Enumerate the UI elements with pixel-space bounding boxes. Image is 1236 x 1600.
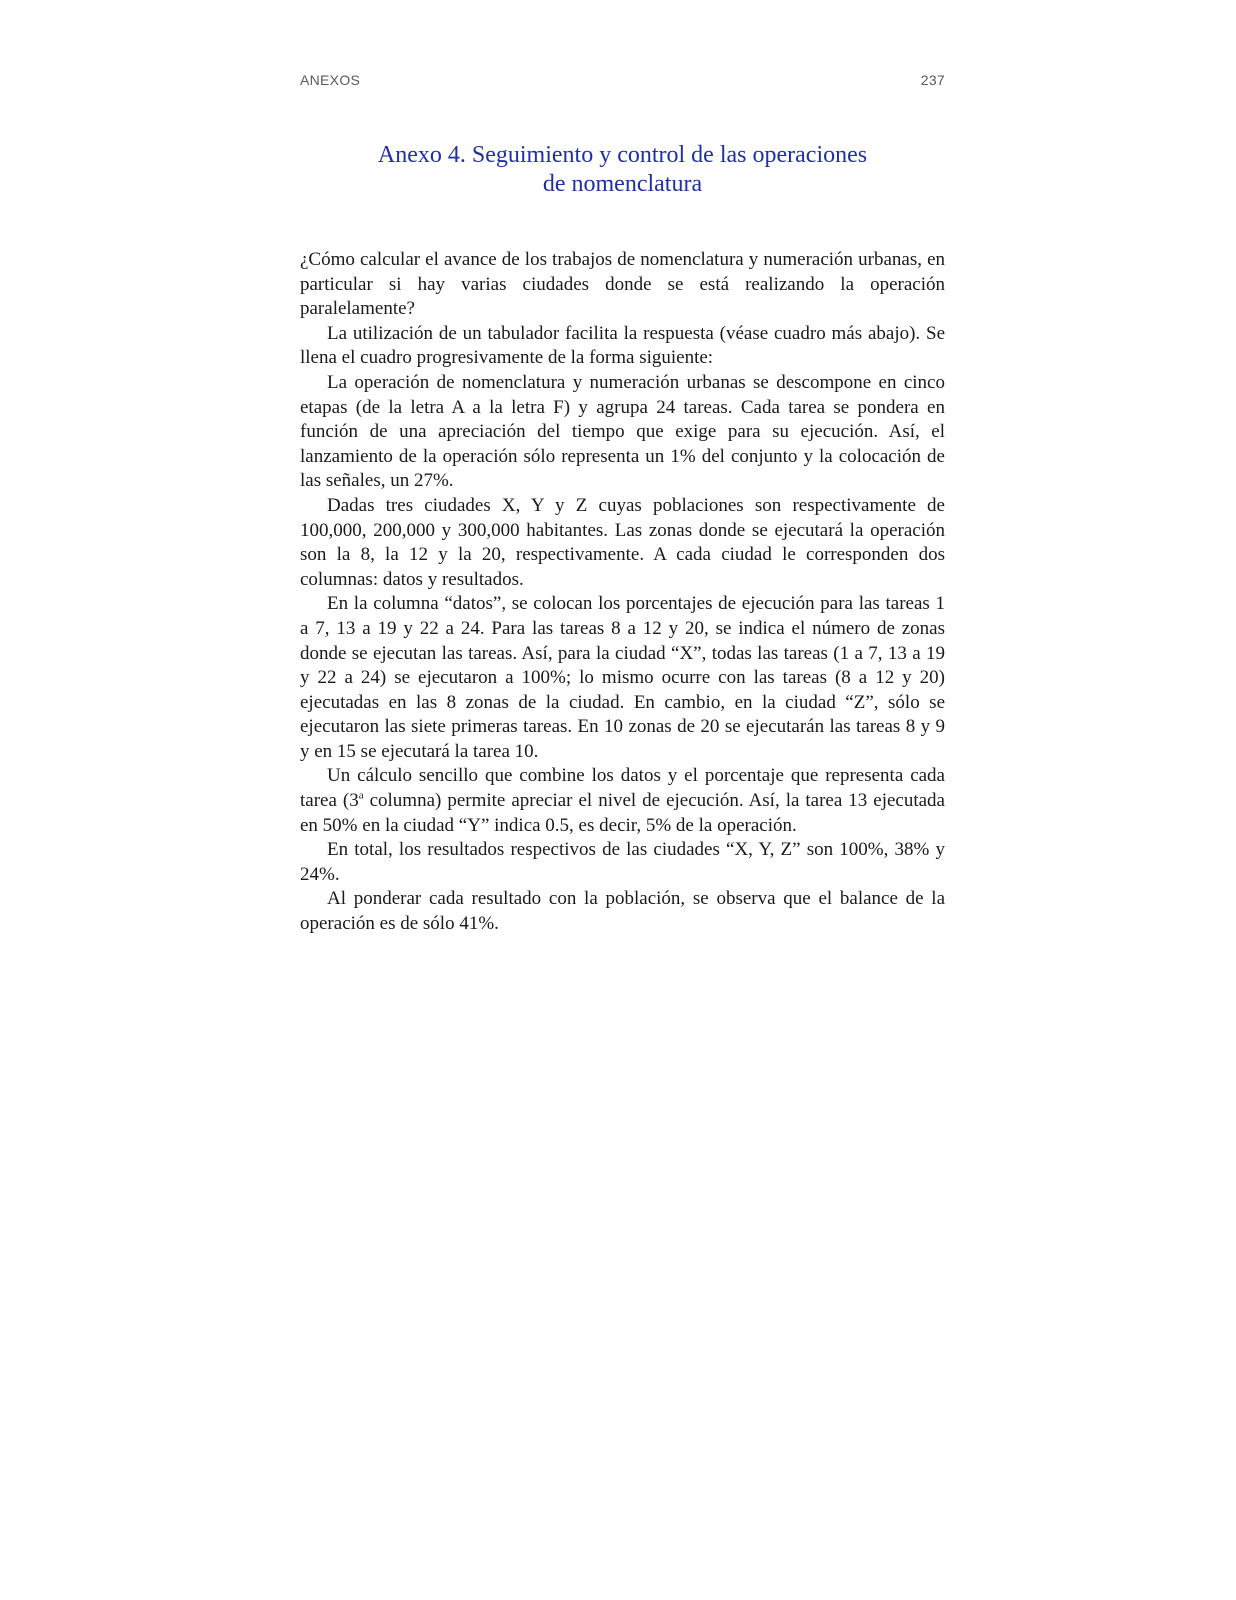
paragraph-6-text-after: columna) permite apreciar el nivel de ejecución. Así, la tarea 13 ejecutada en 50% en la ciudad “Y” indica 0.5, es decir, 5% de la operación. <box>300 790 945 836</box>
page-number: 237 <box>920 72 945 88</box>
running-header <box>300 72 945 92</box>
paragraph-1: ¿Cómo calcular el avance de los trabajos de nomenclatura y numeración urbanas, en particular si hay varias ciudades donde se está realizando la operación paralelamente? <box>300 249 945 320</box>
paragraph-4: Dadas tres ciudades X, Y y Z cuyas poblaciones son respectivamente de 100,000, 200,000 y 300,000 habitantes. Las zonas donde se ejecutará la operación son la 8, la 12 y la 20, respectivamente. A cada ciudad le corresponden dos columnas: datos y resultados. <box>300 494 945 590</box>
page-title <box>300 141 945 199</box>
paragraph-6-text-before: Un cálculo sencillo que combine los datos y el porcentaje que representa cada tarea (3 <box>300 765 945 812</box>
paragraph-3: La operación de nomenclatura y numeración urbanas se descompone en cinco etapas (de la letra A a la letra F) y agrupa 24 tareas. Cada tarea se pondera en función de una apreciación del tiempo que exige para su ejecución. Así, el lanzamiento de la operación sólo representa un 1% del conjunto y la colocación de las señales, un 27%. <box>300 371 945 492</box>
paragraph-6 <box>300 764 945 838</box>
ordinal-superscript: a <box>358 789 364 802</box>
paragraph-8: Al ponderar cada resultado con la población, se observa que el balance de la operación es de sólo 41%. <box>300 888 945 935</box>
page-title-line-1: Anexo 4. Seguimiento y control de las operaciones <box>377 142 868 168</box>
paragraph-7: En total, los resultados respectivos de las ciudades “X, Y, Z” son 100%, 38% y 24%. <box>300 839 945 885</box>
page-title-line-2: de nomenclatura <box>542 171 703 197</box>
paragraph-5: En la columna “datos”, se colocan los porcentajes de ejecución para las tareas 1 a 7, 13 a 19 y 22 a 24. Para las tareas 8 a 12 y 20, se indica el número de zonas donde se ejecutan las tareas. Así, para la ciudad “X”, todas las tareas (1 a 7, 13 a 19 y 22 a 24) se ejecutaron a 100%; lo mismo ocurre con las tareas (8 a 12 y 20) ejecutadas en las 8 zonas de la ciudad. En cambio, en la ciudad “Z”, sólo se ejecutaron las siete primeras tareas. En 10 zonas de 20 se ejecutarán las tareas 8 y 9 y en 15 se ejecutará la tarea 10. <box>300 593 945 762</box>
body-text <box>300 248 945 937</box>
section-name: ANEXOS <box>300 72 361 88</box>
paragraph-2: La utilización de un tabulador facilita la respuesta (véase cuadro más abajo). Se llena el cuadro progresivamente de la forma siguiente: <box>300 322 945 369</box>
